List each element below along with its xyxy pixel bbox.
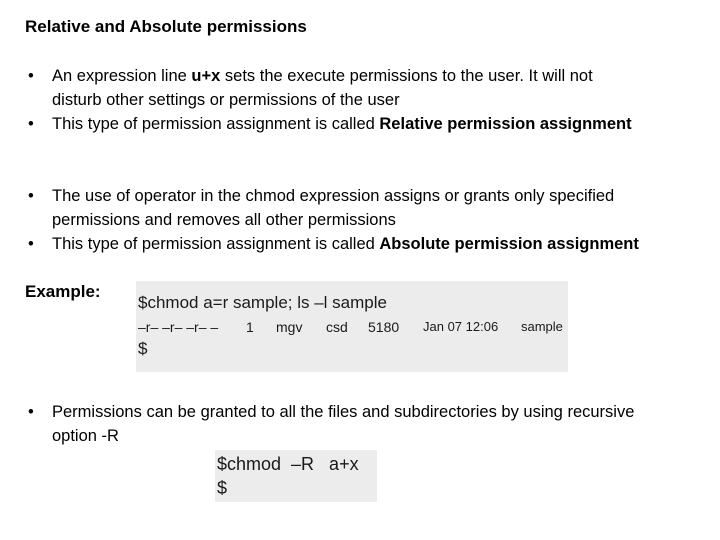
listing-group: csd (326, 319, 348, 335)
listing-filename: sample (521, 319, 563, 334)
bullet-bold-text: Absolute permission assignment (379, 235, 639, 253)
terminal-command-line: $chmod a=r sample; ls –l sample (138, 293, 387, 312)
listing-links: 1 (246, 319, 254, 335)
bullet-dot: • (28, 187, 34, 205)
bullet-text: sets the execute permissions to the user. It will not (220, 67, 593, 85)
example-label: Example: (25, 282, 101, 301)
bullet-text: This type of permission assignment is called (52, 235, 380, 253)
bullet-dot: • (28, 115, 34, 133)
bullet-text: This type of permission assignment is called (52, 115, 380, 133)
bullet-bold-text: u+x (191, 67, 221, 85)
terminal-screenshot-recursive (215, 450, 377, 502)
terminal-prompt: $ (138, 339, 148, 358)
terminal-screenshot-chmod-example (136, 281, 568, 372)
listing-size: 5180 (368, 319, 400, 335)
listing-owner: mgv (276, 319, 303, 335)
listing-permissions: –r– –r– –r– – (138, 319, 219, 335)
bullet-dot: • (28, 403, 34, 421)
bullet-text: An expression line (52, 67, 192, 85)
slide-title: Relative and Absolute permissions (25, 17, 307, 36)
bullet-dot: • (28, 235, 34, 253)
bullet-text: option -R (52, 427, 119, 445)
terminal-prompt: $ (217, 478, 228, 498)
bullet-text: The use of operator in the chmod expression assigns or grants only specified (52, 187, 615, 205)
listing-date: Jan 07 12:06 (423, 319, 499, 334)
bullet-bold-text: Relative permission assignment (379, 115, 632, 133)
terminal-command-line: $chmod –R a+x (217, 454, 359, 474)
bullet-dot: • (28, 67, 34, 85)
bullet-text: disturb other settings or permissions of the user (52, 91, 400, 109)
terminal-listing-line (136, 319, 568, 339)
bullet-text: Permissions can be granted to all the files and subdirectories by using recursive (52, 403, 635, 421)
bullet-text: permissions and removes all other permissions (52, 211, 396, 229)
